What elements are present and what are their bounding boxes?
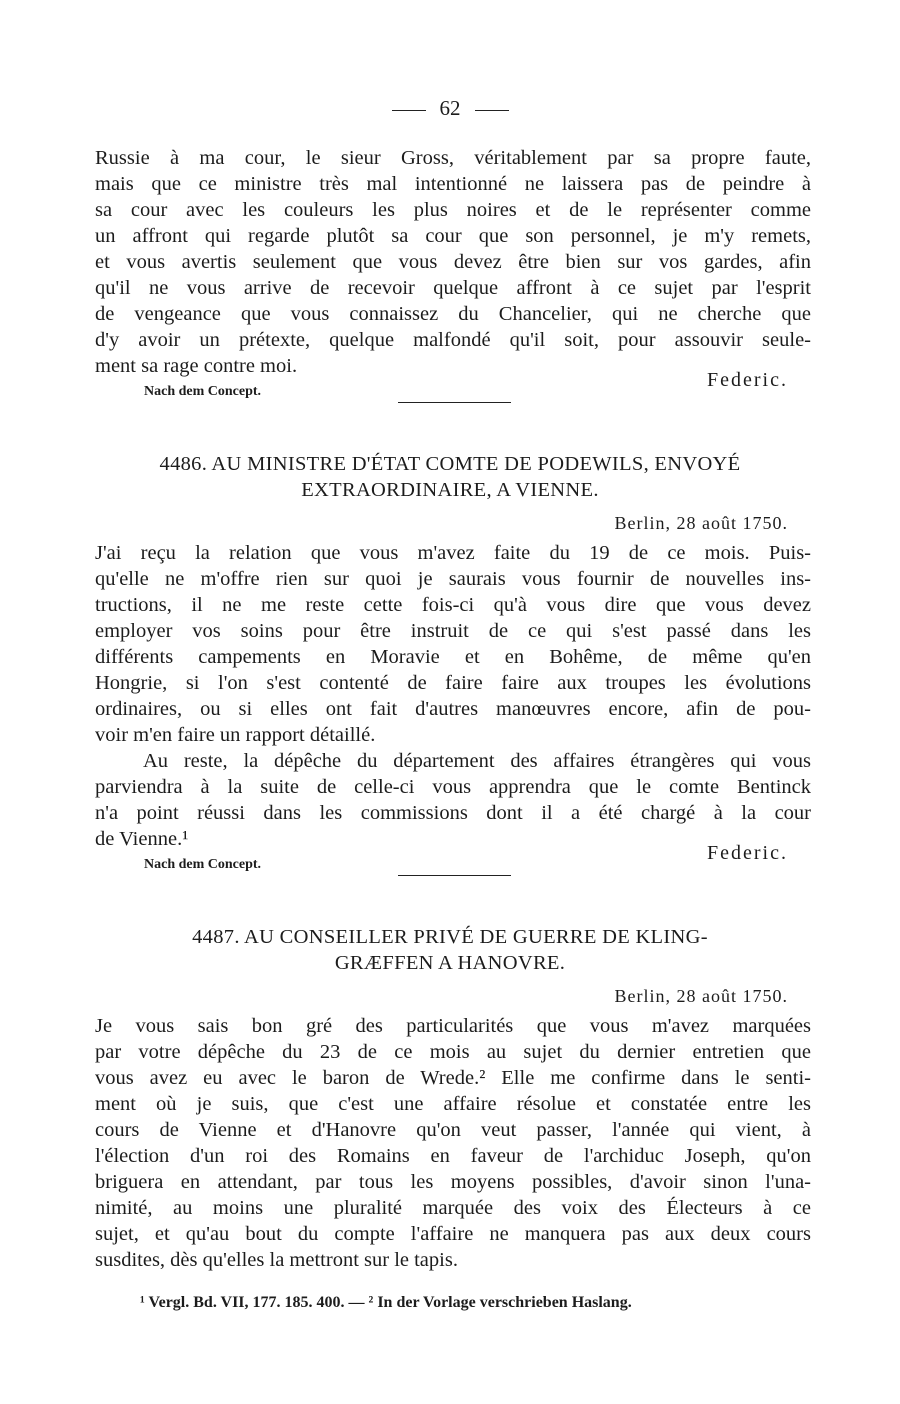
letter-4486-line-3: tructions, il ne me reste cette fois-ci qu'à vous dire que vous devez [95, 594, 811, 616]
section-divider [398, 875, 511, 876]
carryover-line-2: mais que ce ministre très mal intentionné ne laissera pas de peindre à [95, 173, 811, 195]
carryover-source: Nach dem Concept. [144, 384, 262, 399]
letter-4486-line-6: Hongrie, si l'on s'est contenté de faire faire aux troupes les évolutions [95, 672, 811, 694]
carryover-line-8: d'y avoir un prétexte, quelque malfondé qu'il soit, pour assouvir seule- [95, 329, 811, 351]
letter-4486-line-11: n'a point réussi dans les commissions dont il a été chargé à la cour [95, 802, 811, 824]
letter-4487-line-9: sujet, et qu'au bout du compte l'affaire ne manquera pas aux deux cours [95, 1223, 811, 1245]
letter-4486-signature: Federic. [707, 842, 788, 864]
carryover-line-1: Russie à ma cour, le sieur Gross, véritablement par sa propre faute, [95, 147, 811, 169]
section-divider [398, 402, 511, 403]
letter-4487-line-5: cours de Vienne et d'Hanovre qu'on veut passer, l'année qui vient, à [95, 1119, 811, 1141]
letter-4487-line-3: vous avez eu avec le baron de Wrede.² Elle me confirme dans le senti- [95, 1067, 811, 1089]
letter-4487-line-10: susdites, dès qu'elles la mettront sur le tapis. [95, 1249, 458, 1271]
carryover-line-9: ment sa rage contre moi. [95, 355, 298, 377]
letter-4486-source: Nach dem Concept. [144, 857, 262, 872]
letter-4486-line-5: différents campements en Moravie et en Bohême, de même qu'en [95, 646, 811, 668]
carryover-line-5: et vous avertis seulement que vous devez être bien sur vos gardes, afin [95, 251, 811, 273]
page-number [0, 96, 900, 121]
carryover-line-4: un affront qui regarde plutôt sa cour que son personnel, je m'y remets, [95, 225, 811, 247]
letter-4487-heading-line-1: 4487. AU CONSEILLER PRIVÉ DE GUERRE DE KLING- [192, 926, 708, 948]
page-number-text: 62 [439, 96, 461, 120]
page-number-dash-left [392, 110, 426, 111]
footnote: ¹ Vergl. Bd. VII, 177. 185. 400. — ² In der Vorlage verschrieben Haslang. [140, 1294, 632, 1311]
letter-4486-line-10: parviendra à la suite de celle-ci vous apprendra que le comte Bentinck [95, 776, 811, 798]
letter-4486-dateline: Berlin, 28 août 1750. [614, 513, 788, 533]
carryover-line-3: sa cour avec les couleurs les plus noires et de le représenter comme [95, 199, 811, 221]
letter-4486-line-8: voir m'en faire un rapport détaillé. [95, 724, 376, 746]
letter-4486-line-1: J'ai reçu la relation que vous m'avez faite du 19 de ce mois. Puis- [95, 542, 811, 564]
letter-4486-line-7: ordinaires, ou si elles ont fait d'autres manœuvres encore, afin de pou- [95, 698, 811, 720]
letter-4486-line-12: de Vienne.¹ [95, 828, 189, 850]
letter-4487-line-1: Je vous sais bon gré des particularités que vous m'avez marquées [95, 1015, 811, 1037]
letter-4486-line-4: employer vos soins pour être instruit de ce qui s'est passé dans les [95, 620, 811, 642]
letter-4487-line-8: nimité, au moins une pluralité marquée des voix des Électeurs à ce [95, 1197, 811, 1219]
letter-4487-line-7: briguera en attendant, par tous les moyens possibles, d'avoir sinon l'una- [95, 1171, 811, 1193]
letter-4486-heading-line-2: EXTRAORDINAIRE, A VIENNE. [301, 479, 599, 501]
letter-4487-line-4: ment où je suis, que c'est une affaire résolue et constatée entre les [95, 1093, 811, 1115]
letter-4487-line-2: par votre dépêche du 23 de ce mois au sujet du dernier entretien que [95, 1041, 811, 1063]
letter-4486-line-2: qu'elle ne m'offre rien sur quoi je saurais vous fournir de nouvelles ins- [95, 568, 811, 590]
letter-4487-heading-line-2: GRÆFFEN A HANOVRE. [334, 952, 566, 974]
page-number-dash-right [475, 110, 509, 111]
letter-4486-heading-line-1: 4486. AU MINISTRE D'ÉTAT COMTE DE PODEWILS, ENVOYÉ [159, 453, 741, 475]
carryover-line-7: de vengeance que vous connaissez du Chancelier, qui ne cherche que [95, 303, 811, 325]
letter-4487-dateline: Berlin, 28 août 1750. [614, 986, 788, 1006]
carryover-signature: Federic. [707, 369, 788, 391]
letter-4486-line-9: Au reste, la dépêche du département des affaires étrangères qui vous [143, 750, 811, 772]
carryover-line-6: qu'il ne vous arrive de recevoir quelque affront à ce sujet par l'esprit [95, 277, 811, 299]
letter-4487-line-6: l'élection d'un roi des Romains en faveur de l'archiduc Joseph, qu'on [95, 1145, 811, 1167]
